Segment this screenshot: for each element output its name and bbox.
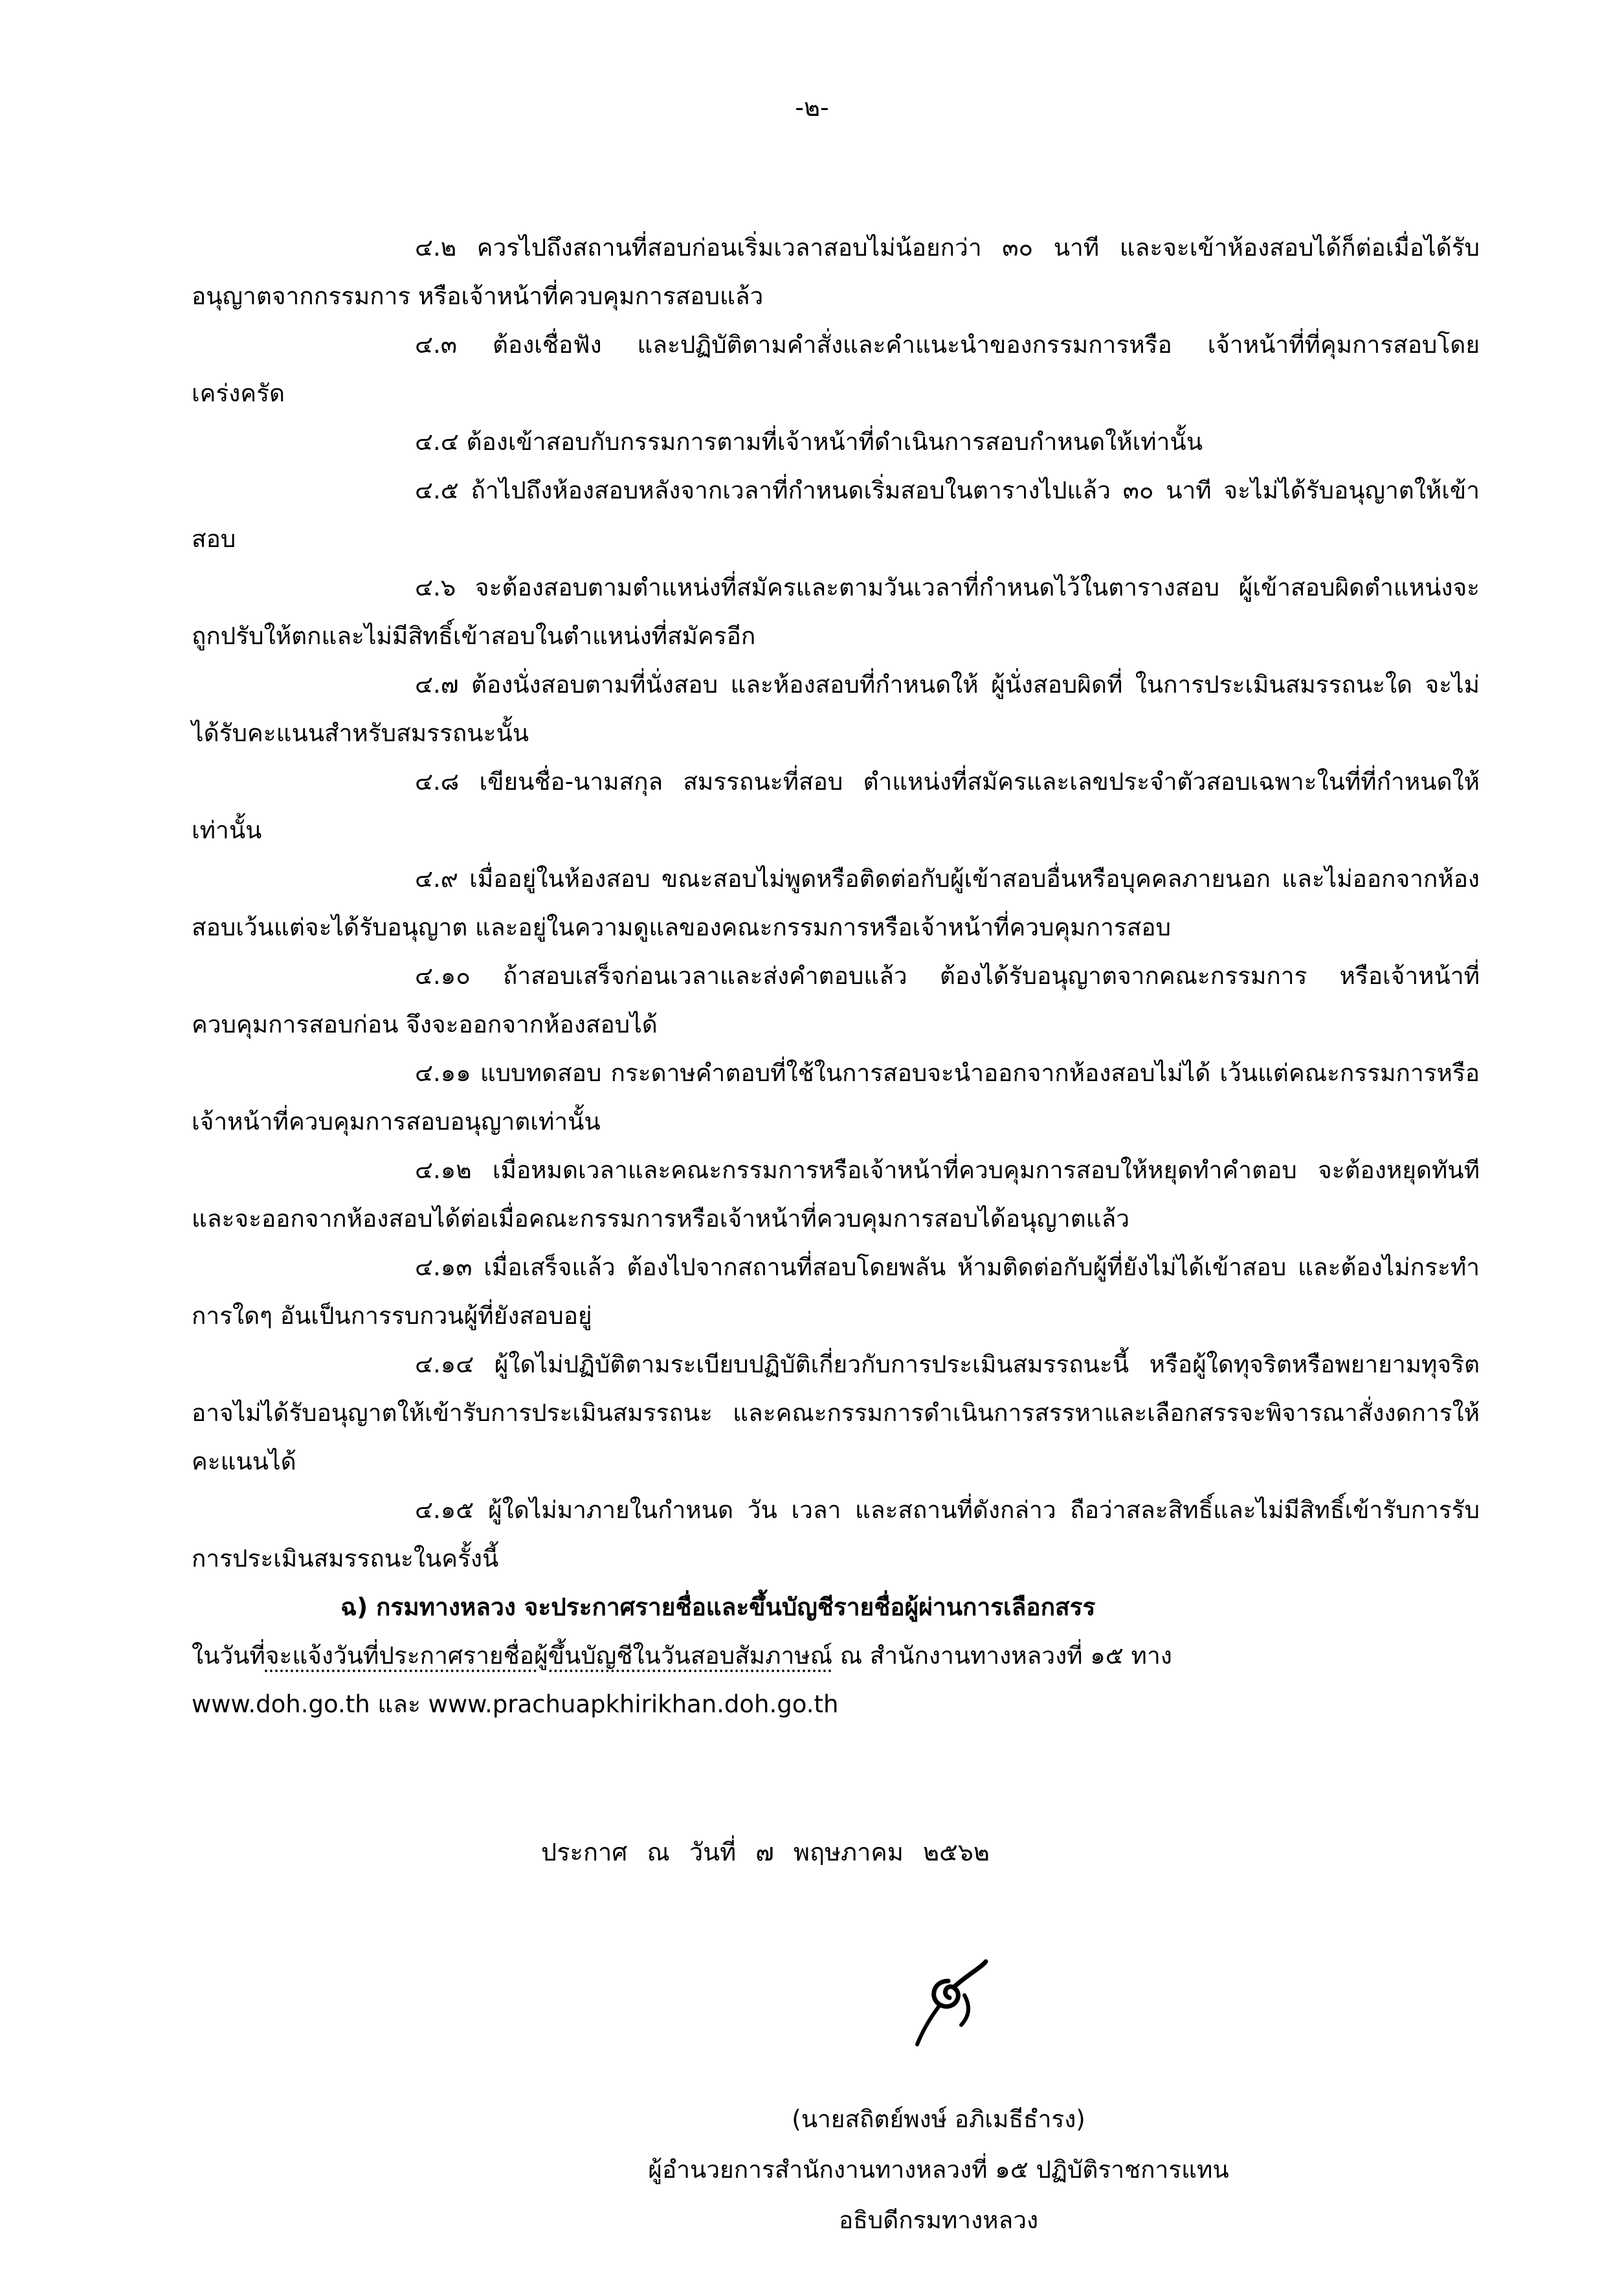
paragraph-4-14: ๔.๑๔ ผู้ใดไม่ปฏิบัติตามระเบียบปฏิบัติเกี่ยวกับการประเมินสมรรถนะนี้ หรือผู้ใดทุจริตหรือพยายามทุจริต อาจไม่ได้รับอนุญาตให้เข้ารับการประเมินสมรรถนะ และคณะกรรมการดำเนินการสรรหาและเลือกสรรจะพิจารณาสั่งงดการให้คะแนนได้ — [192, 1350, 1480, 1475]
paragraph-4-13: ๔.๑๓ เมื่อเสร็จแล้ว ต้องไปจากสถานที่สอบโดยพลัน ห้ามติดต่อกับผู้ที่ยังไม่ได้เข้าสอบ และต้องไม่กระทำการใดๆ อันเป็นการรบกวนผู้ที่ยังสอบอยู่ — [192, 1253, 1480, 1330]
paragraph-4-7: ๔.๗ ต้องนั่งสอบตามที่นั่งสอบ และห้องสอบที่กำหนดให้ ผู้นั่งสอบผิดที่ ในการประเมินสมรรถนะใด จะไม่ได้รับคะแนนสำหรับสมรรถนะนั้น — [192, 671, 1480, 747]
paragraph-4-11: ๔.๑๑ แบบทดสอบ กระดาษคำตอบที่ใช้ในการสอบจะนำออกจากห้องสอบไม่ได้ เว้นแต่คณะกรรมการหรือเจ้าหน้าที่ควบคุมการสอบอนุญาตเท่านั้น — [192, 1059, 1480, 1135]
paragraph-4-9: ๔.๙ เมื่ออยู่ในห้องสอบ ขณะสอบไม่พูดหรือติดต่อกับผู้เข้าสอบอื่นหรือบุคคลภายนอก และไม่ออกจากห้องสอบเว้นแต่จะได้รับอนุญาต และอยู่ในความดูแลของคณะกรรมการหรือเจ้าหน้าที่ควบคุมการสอบ — [192, 865, 1480, 941]
paragraph-4-12: ๔.๑๒ เมื่อหมดเวลาและคณะกรรมการหรือเจ้าหน้าที่ควบคุมการสอบให้หยุดทำคำตอบ จะต้องหยุดทันที และจะออกจากห้องสอบได้ต่อเมื่อคณะกรรมการหรือเจ้าหน้าที่ควบคุมการสอบได้อนุญาตแล้ว — [192, 1156, 1480, 1233]
paragraph-4-8: ๔.๘ เขียนชื่อ-นามสกุล สมรรถนะที่สอบ ตำแหน่งที่สมัครและเลขประจำตัวสอบเฉพาะในที่ที่กำหนดให้เท่านั้น — [192, 768, 1480, 844]
paragraph-4-2: ๔.๒ ควรไปถึงสถานที่สอบก่อนเริ่มเวลาสอบไม่น้อยกว่า ๓๐ นาที และจะเข้าห้องสอบได้ก็ต่อเมื่อได้รับอนุญาตจากกรรมการ หรือเจ้าหน้าที่ควบคุมการสอบแล้ว — [192, 234, 1480, 310]
paragraph-4-5: ๔.๕ ถ้าไปถึงห้องสอบหลังจากเวลาที่กำหนดเริ่มสอบในตารางไปแล้ว ๓๐ นาที จะไม่ได้รับอนุญาตให้เข้าสอบ — [192, 476, 1480, 553]
date-line-prefix: ในวันที่ — [192, 1642, 265, 1670]
announcement-date-line — [192, 1631, 1480, 1680]
paragraph-4-15: ๔.๑๕ ผู้ใดไม่มาภายในกำหนด วัน เวลา และสถานที่ดังกล่าว ถือว่าสละสิทธิ์และไม่มีสิทธิ์เข้ารับการรับการประเมินสมรรถนะในครั้งนี้ — [192, 1496, 1480, 1572]
date-line-fill: จะแจ้งวันที่ประกาศรายชื่อผู้ขึ้นบัญชีในวันสอบสัมภาษณ์ — [265, 1642, 832, 1670]
document-body — [192, 223, 1480, 1728]
signer-block — [583, 2094, 1295, 2246]
signer-on-behalf: อธิบดีกรมทางหลวง — [838, 2206, 1039, 2234]
signer-position: ผู้อำนวยการสำนักงานทางหลวงที่ ๑๕ ปฏิบัติราชการแทน — [648, 2156, 1229, 2184]
announcement-date: ประกาศ ณ วันที่ ๗ พฤษภาคม ๒๕๖๒ — [541, 1838, 990, 1866]
paragraph-4-6: ๔.๖ จะต้องสอบตามตำแหน่งที่สมัครและตามวันเวลาที่กำหนดไว้ในตารางสอบ ผู้เข้าสอบผิดตำแหน่งจะถูกปรับให้ตกและไม่มีสิทธิ์เข้าสอบในตำแหน่งที่สมัครอีก — [192, 574, 1480, 650]
website-urls: www.doh.go.th และ www.prachuapkhirikhan.doh.go.th — [192, 1690, 839, 1718]
date-line-suffix: ณ สำนักงานทางหลวงที่ ๑๕ ทาง — [840, 1642, 1172, 1670]
paragraph-4-3: ๔.๓ ต้องเชื่อฟัง และปฏิบัติตามคำสั่งและคำแนะนำของกรรมการหรือ เจ้าหน้าที่ที่คุมการสอบโดยเคร่งครัด — [192, 331, 1480, 407]
section-f-heading: ฉ) กรมทางหลวง จะประกาศรายชื่อและขึ้นบัญชีรายชื่อผู้ผ่านการเลือกสรร — [340, 1593, 1096, 1621]
signature-image — [903, 1955, 1000, 2052]
paragraph-4-4: ๔.๔ ต้องเข้าสอบกับกรรมการตามที่เจ้าหน้าที่ดำเนินการสอบกำหนดให้เท่านั้น — [415, 428, 1203, 456]
paragraph-4-10: ๔.๑๐ ถ้าสอบเสร็จก่อนเวลาและส่งคำตอบแล้ว ต้องได้รับอนุญาตจากคณะกรรมการ หรือเจ้าหน้าที่ควบคุมการสอบก่อน จึงจะออกจากห้องสอบได้ — [192, 962, 1480, 1038]
page-number: -๒- — [795, 93, 829, 122]
signer-name: (นายสถิตย์พงษ์ อภิเมธีธำรง) — [792, 2105, 1085, 2133]
